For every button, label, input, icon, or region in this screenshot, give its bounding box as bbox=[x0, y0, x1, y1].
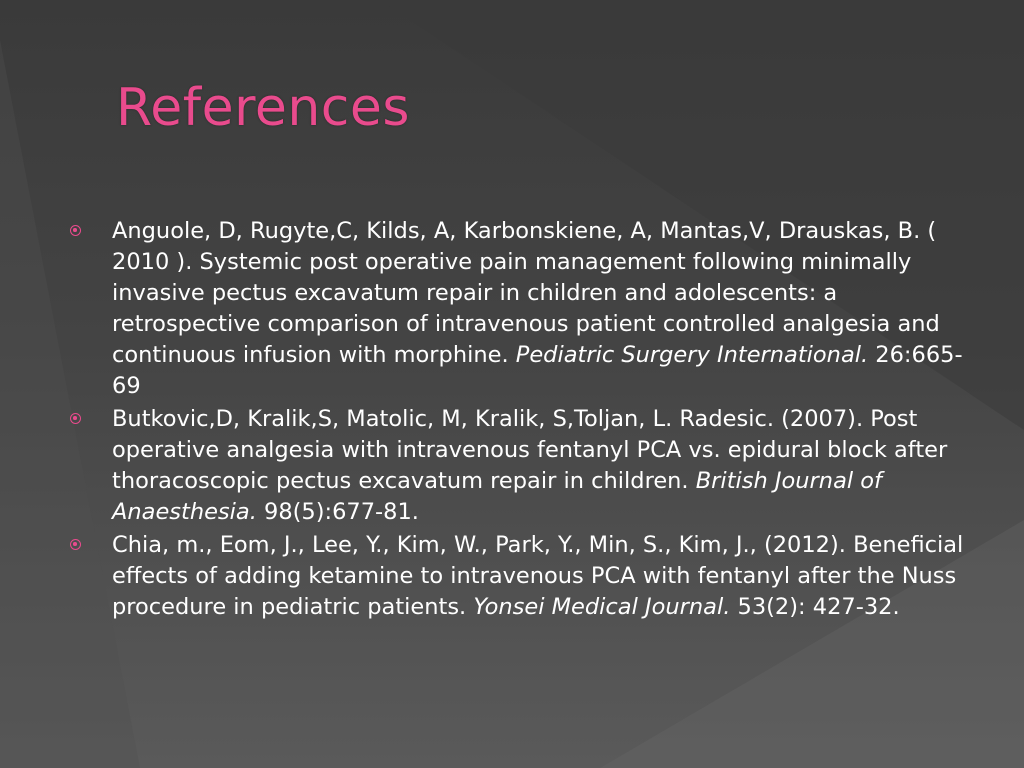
reference-volume: 98(5):677-81. bbox=[264, 499, 419, 525]
circle-bullet-icon bbox=[70, 413, 81, 424]
circle-bullet-icon bbox=[70, 539, 81, 550]
reference-item bbox=[66, 404, 976, 528]
reference-journal: British Journal of Anaesthesia. bbox=[112, 468, 882, 525]
slide-title: References bbox=[116, 78, 410, 138]
reference-list bbox=[66, 216, 976, 625]
reference-item bbox=[66, 530, 976, 623]
reference-item bbox=[66, 216, 976, 402]
reference-volume: 53(2): 427-32. bbox=[737, 594, 900, 620]
reference-text: Butkovic,D, Kralik,S, Matolic, M, Kralik, S,Toljan, L. Radesic. (2007). Post operative analgesia with intravenous fentanyl PCA vs. epidural block after thoracoscopic pectus excavatum repair in children. bbox=[112, 406, 948, 494]
reference-journal: Yonsei Medical Journal. bbox=[473, 594, 731, 620]
reference-text: Anguole, D, Rugyte,C, Kilds, A, Karbonskiene, A, Mantas,V, Drauskas, B. ( 2010 ). Systemic post operative pain management following minimally invasive pectus excavatum repair in children and adolescents: a retrospective comparison of intravenous patient controlled analgesia and continuous infusion with morphine. bbox=[112, 218, 940, 368]
reference-journal: Pediatric Surgery International. bbox=[515, 342, 869, 368]
reference-text: Chia, m., Eom, J., Lee, Y., Kim, W., Park, Y., Min, S., Kim, J., (2012). Beneficial effects of adding ketamine to intravenous PCA with fentanyl after the Nuss procedure in pediatric patients. bbox=[112, 532, 964, 620]
circle-bullet-icon bbox=[70, 225, 81, 236]
reference-volume: 26:665-69 bbox=[112, 342, 963, 399]
